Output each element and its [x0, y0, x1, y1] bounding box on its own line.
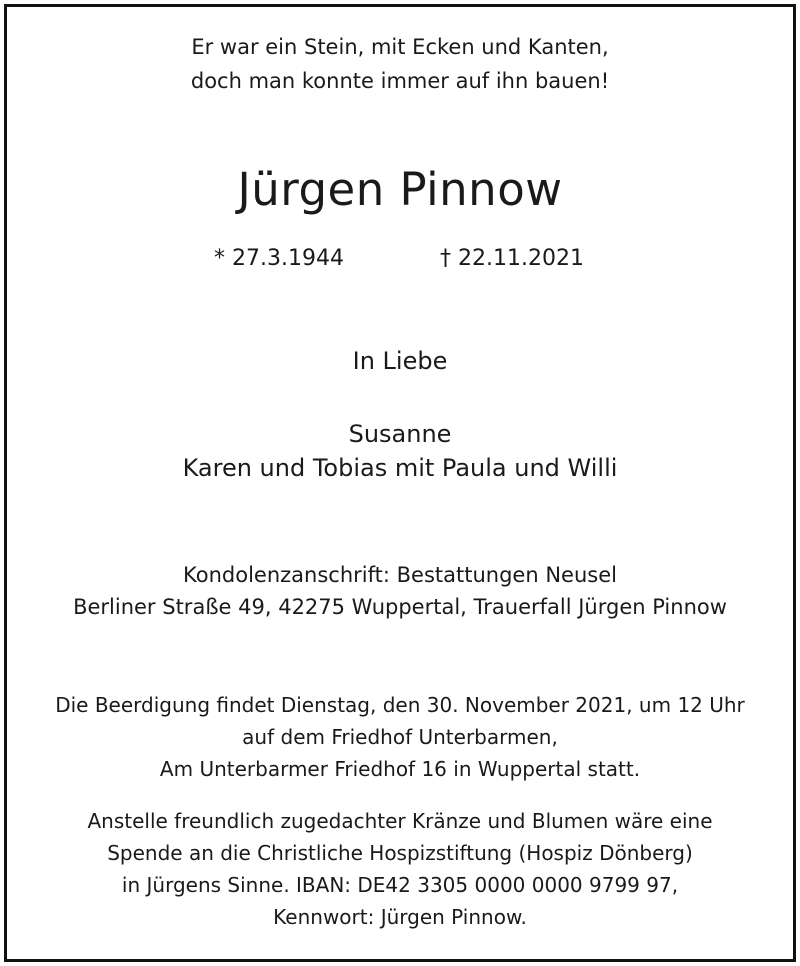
life-dates: [0, 246, 800, 276]
mourners-intro: In Liebe: [352, 347, 448, 375]
quote-line-2: doch man konnte immer auf ihn bauen!: [190, 69, 610, 93]
donation-line-2: Spende an die Christliche Hospizstiftung (Hospiz Dönberg): [107, 841, 693, 865]
condolence-line-1: Kondolenzanschrift: Bestattungen Neusel: [183, 563, 617, 587]
mourners-line-1: Susanne: [348, 420, 452, 448]
funeral-line-2: auf dem Friedhof Unterbarmen,: [242, 725, 558, 749]
donation-line-1: Anstelle freundlich zugedachter Kränze und Blumen wäre eine: [87, 809, 713, 833]
deceased-name: Jürgen Pinnow: [237, 163, 563, 216]
birth-date: * 27.3.1944: [214, 246, 344, 271]
donation-line-3: in Jürgens Sinne. IBAN: DE42 3305 0000 0000 9799 97,: [121, 873, 679, 897]
funeral-line-3: Am Unterbarmer Friedhof 16 in Wuppertal statt.: [159, 757, 641, 781]
funeral-line-1: Die Beerdigung findet Dienstag, den 30. November 2021, um 12 Uhr: [55, 693, 745, 717]
death-date: † 22.11.2021: [440, 246, 584, 271]
mourners-line-2: Karen und Tobias mit Paula und Willi: [182, 454, 618, 482]
donation-line-4: Kennwort: Jürgen Pinnow.: [273, 905, 527, 929]
condolence-line-2: Berliner Straße 49, 42275 Wuppertal, Trauerfall Jürgen Pinnow: [73, 595, 727, 619]
quote-line-1: Er war ein Stein, mit Ecken und Kanten,: [191, 35, 609, 59]
